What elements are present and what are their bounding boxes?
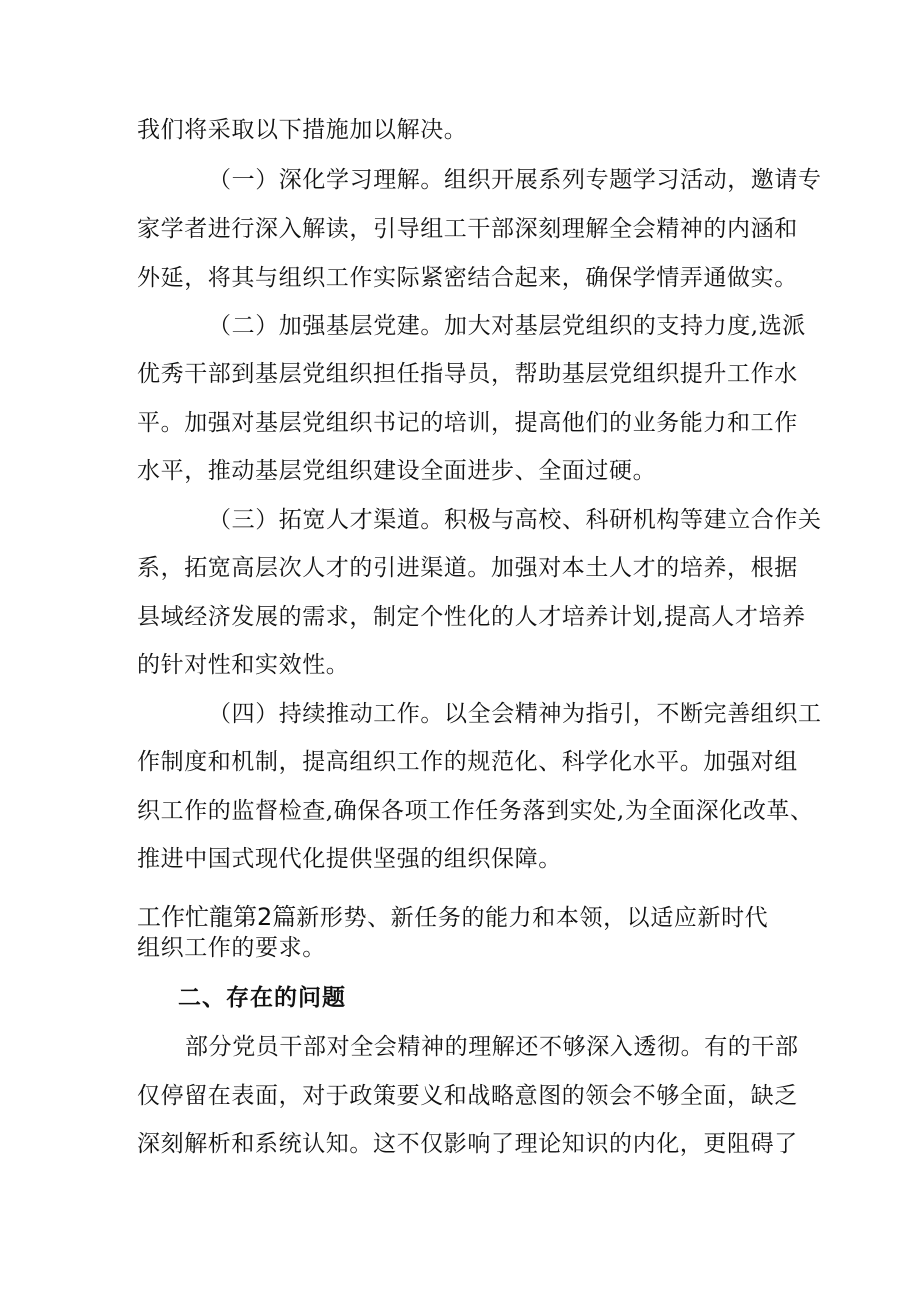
mixed-heading-next-line: 组织工作的要求。 [137,935,326,961]
measure-2-line-3: 平。加强对基层党组织书记的培训，提高他们的业务能力和工作 [137,410,798,436]
measure-4-line-3: 织工作的监督检查,确保各项工作任务落到实处,为全面深化改革、 [137,798,814,824]
measure-4-line-2: 作制度和机制，提高组织工作的规范化、科学化水平。加强对组 [137,749,798,775]
mixed-heading-prefix: 工作忙龍第2篇 [137,903,297,931]
measure-4-line-4: 推进中国式现代化提供坚强的组织保障。 [137,846,562,872]
mixed-heading-rest: 新形势、新任务的能力和本领，以适应新时代 [296,905,769,931]
measure-4-line-1: （四）持续推动工作。以全会精神为指引，不断完善组织工 [208,701,822,727]
intro-line: 我们将采取以下措施加以解决。 [137,117,468,143]
problem-line-1: 部分党员干部对全会精神的理解还不够深入透彻。有的干部 [185,1034,799,1060]
measure-3-line-4: 的针对性和实效性。 [137,652,350,678]
measure-1-line-2: 家学者进行深入解读，引导组工干部深刻理解全会精神的内涵和 [137,216,798,242]
measure-1-line-1: （一）深化学习理解。组织开展系列专题学习活动，邀请专 [208,167,822,193]
measure-3-line-1: （三）拓宽人才渠道。积极与高校、科研机构等建立合作关 [208,507,822,533]
problem-line-2: 仅停留在表面，对于政策要义和战略意图的领会不够全面，缺乏 [137,1083,798,1109]
problem-line-3: 深刻解析和系统认知。这不仅影响了理论知识的内化，更阻碍了 [137,1131,798,1157]
section-title: 二、存在的问题 [178,985,346,1011]
measure-1-line-3: 外延，将其与组织工作实际紧密结合起来，确保学情弄通做实。 [137,265,798,291]
measure-3-line-3: 县域经济发展的需求，制定个性化的人才培养计划,提高人才培养 [137,604,806,630]
measure-3-line-2: 系，拓宽高层次人才的引进渠道。加强对本土人才的培养，根据 [137,555,798,581]
measure-2-line-2: 优秀干部到基层党组织担任指导员，帮助基层党组织提升工作水 [137,361,798,387]
measure-2-line-1: （二）加强基层党建。加大对基层党组织的支持力度,选派 [208,313,806,339]
measure-2-line-4: 水平，推动基层党组织建设全面进步、全面过硬。 [137,458,657,484]
mixed-heading-line [137,901,768,934]
